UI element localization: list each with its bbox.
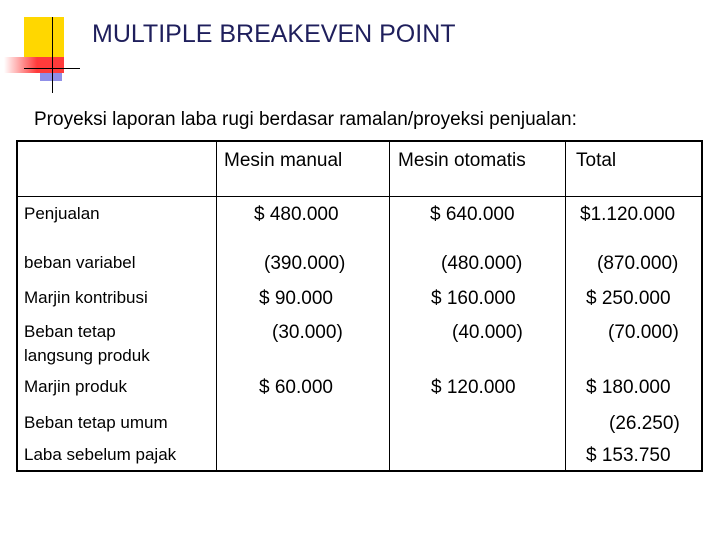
- row-label-beban-tetap-umum: Beban tetap umum: [24, 413, 168, 432]
- header-total: Total: [576, 150, 617, 171]
- col-divider: [565, 142, 566, 470]
- cell-manual: $ 60.000: [259, 377, 333, 398]
- col-divider: [389, 142, 390, 470]
- cell-manual: (390.000): [264, 253, 346, 274]
- cell-total: $ 180.000: [586, 377, 671, 398]
- cell-total: $1.120.000: [580, 204, 676, 225]
- cell-otomatis: (480.000): [441, 253, 523, 274]
- row-label-langsung-produk: langsung produk: [24, 346, 150, 365]
- cell-otomatis: $ 120.000: [431, 377, 516, 398]
- cell-otomatis: $ 160.000: [431, 288, 516, 309]
- cell-manual: $ 480.000: [254, 204, 339, 225]
- decor-yellow-square: [24, 17, 64, 57]
- row-divider: [18, 196, 701, 197]
- row-label-penjualan: Penjualan: [24, 204, 100, 223]
- decor-horizontal-line: [24, 68, 80, 69]
- header-mesin-manual: Mesin manual: [224, 150, 343, 171]
- slide-title: MULTIPLE BREAKEVEN POINT: [92, 20, 456, 48]
- cell-total: $ 153.750: [586, 445, 671, 466]
- cell-total: $ 250.000: [586, 288, 671, 309]
- decor-vertical-line: [52, 17, 53, 93]
- row-label-beban-tetap: Beban tetap: [24, 322, 116, 341]
- row-label-marjin-kontribusi: Marjin kontribusi: [24, 288, 148, 307]
- cell-otomatis: $ 640.000: [430, 204, 515, 225]
- row-label-laba-sebelum-pajak: Laba sebelum pajak: [24, 445, 177, 464]
- col-divider: [216, 142, 217, 470]
- cell-manual: (30.000): [272, 322, 343, 343]
- cell-total: (70.000): [608, 322, 679, 343]
- cell-otomatis: (40.000): [452, 322, 523, 343]
- cell-total: (26.250): [609, 413, 680, 434]
- cell-manual: $ 90.000: [259, 288, 333, 309]
- header-mesin-otomatis: Mesin otomatis: [398, 150, 526, 171]
- row-label-marjin-produk: Marjin produk: [24, 377, 127, 396]
- decor-red-bar: [4, 57, 64, 73]
- slide-subtitle: Proyeksi laporan laba rugi berdasar ramalan/proyeksi penjualan:: [34, 109, 577, 130]
- row-label-beban-variabel: beban variabel: [24, 253, 136, 272]
- cell-total: (870.000): [597, 253, 679, 274]
